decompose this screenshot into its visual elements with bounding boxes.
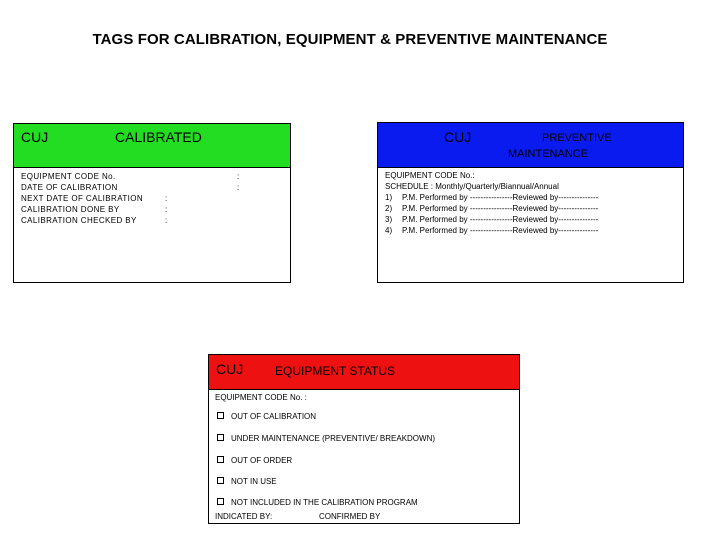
pm-row-num: 4) xyxy=(385,226,393,235)
status-org: CUJ xyxy=(216,361,244,377)
pm-row-num: 2) xyxy=(385,204,393,213)
pm-row xyxy=(385,203,598,214)
colon-column-left xyxy=(165,193,167,226)
calibration-tag xyxy=(13,123,291,283)
option-label: OUT OF CALIBRATION xyxy=(231,412,317,421)
pm-row xyxy=(385,192,598,203)
colon: : xyxy=(237,183,240,192)
field-equipment-code: EQUIPMENT CODE No. xyxy=(21,172,116,181)
option-label: NOT IN USE xyxy=(231,477,277,486)
pm-row-text: P.M. Performed by ----------------Reviewed by--------------- xyxy=(402,204,599,213)
pm-tag xyxy=(377,122,684,283)
pm-row-num: 1) xyxy=(385,193,393,202)
pm-heading-line2: MAINTENANCE xyxy=(508,148,589,160)
status-option xyxy=(217,456,292,465)
pm-row-text: P.M. Performed by ----------------Reviewed by--------------- xyxy=(402,215,599,224)
checkbox[interactable] xyxy=(217,434,224,441)
pm-row-text: P.M. Performed by ----------------Reviewed by--------------- xyxy=(402,226,599,235)
status-heading: EQUIPMENT STATUS xyxy=(275,364,396,378)
option-label: OUT OF ORDER xyxy=(231,456,293,465)
calibration-heading: CALIBRATED xyxy=(115,129,202,145)
confirmed-by-label: CONFIRMED BY xyxy=(319,512,381,521)
status-code-label: EQUIPMENT CODE No. : xyxy=(215,393,307,402)
option-label: NOT INCLUDED IN THE CALIBRATION PROGRAM xyxy=(231,498,418,507)
page-title: TAGS FOR CALIBRATION, EQUIPMENT & PREVENTIVE MAINTENANCE xyxy=(92,31,608,48)
pm-heading-line1: PREVENTIVE xyxy=(542,132,612,144)
field-checked-by: CALIBRATION CHECKED BY xyxy=(21,216,137,225)
pm-row xyxy=(385,225,598,236)
status-tag xyxy=(208,354,520,524)
status-option xyxy=(217,498,418,507)
status-tag-header xyxy=(209,355,519,390)
colon: : xyxy=(165,205,168,214)
colon: : xyxy=(165,216,168,225)
field-date-of-calibration: DATE OF CALIBRATION xyxy=(21,183,118,192)
pm-code-label: EQUIPMENT CODE No.: xyxy=(385,171,475,180)
pm-row xyxy=(385,214,598,225)
calibration-org: CUJ xyxy=(21,129,49,145)
field-next-date: NEXT DATE OF CALIBRATION xyxy=(21,194,144,203)
pm-row-num: 3) xyxy=(385,215,393,224)
checkbox[interactable] xyxy=(217,456,224,463)
pm-schedule: SCHEDULE : Monthly/Quarterly/Biannual/Annual xyxy=(385,182,559,191)
checkbox[interactable] xyxy=(217,477,224,484)
option-label: UNDER MAINTENANCE (PREVENTIVE/ BREAKDOWN) xyxy=(231,434,436,443)
field-done-by: CALIBRATION DONE BY xyxy=(21,205,120,214)
status-option xyxy=(217,412,316,421)
calibration-tag-header xyxy=(14,124,290,168)
calibration-fields xyxy=(21,171,143,226)
checkbox[interactable] xyxy=(217,412,224,419)
pm-row-text: P.M. Performed by ----------------Reviewed by--------------- xyxy=(402,193,599,202)
colon: : xyxy=(237,172,240,181)
colon: : xyxy=(165,194,168,203)
status-option xyxy=(217,477,277,486)
pm-org: CUJ xyxy=(444,129,472,145)
colon-column-right xyxy=(237,171,239,193)
pm-body xyxy=(385,170,598,236)
checkbox[interactable] xyxy=(217,498,224,505)
status-option xyxy=(217,434,435,443)
indicated-by-label: INDICATED BY: xyxy=(215,512,273,521)
pm-tag-header xyxy=(378,123,683,168)
